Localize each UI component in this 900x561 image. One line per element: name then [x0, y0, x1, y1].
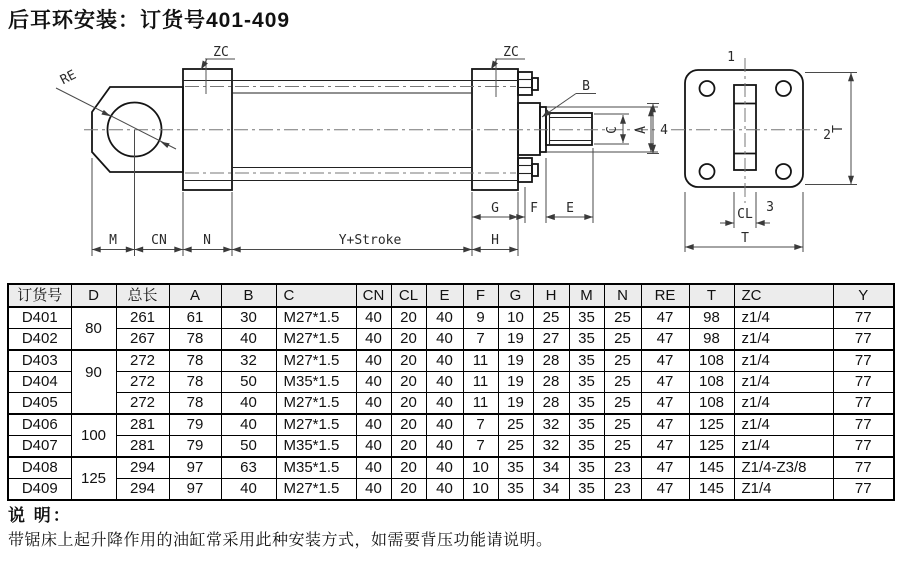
- spec-table-header: [8, 284, 894, 307]
- flange-view: [647, 50, 857, 252]
- column-header: CN: [356, 284, 391, 307]
- dim-label-re: RE: [58, 67, 79, 89]
- dim-label-a: A: [634, 126, 649, 134]
- value-cell: 108: [689, 350, 734, 372]
- value-cell: 47: [641, 307, 689, 329]
- column-header: D: [71, 284, 116, 307]
- value-cell: 11: [463, 350, 498, 372]
- bolt-hole-top-left: [700, 81, 715, 96]
- dimension-labels: [58, 45, 649, 248]
- tie-rod-nut-bottom-cap: [532, 164, 538, 176]
- value-cell: 20: [391, 329, 426, 351]
- spec-table-body: [8, 307, 894, 500]
- value-cell: 40: [221, 414, 276, 436]
- value-cell: 35: [569, 479, 604, 501]
- value-cell: 40: [356, 479, 391, 501]
- value-cell: 35: [569, 372, 604, 393]
- value-cell: 35: [498, 457, 533, 479]
- order-number-cell: D403: [8, 350, 71, 372]
- value-cell: 20: [391, 457, 426, 479]
- value-cell: 40: [221, 393, 276, 415]
- value-cell: 25: [533, 307, 569, 329]
- table-row: [8, 436, 894, 458]
- column-header: CL: [391, 284, 426, 307]
- side-view: [56, 45, 659, 256]
- dim-label-zc-rear: ZC: [213, 45, 229, 60]
- value-cell: 25: [604, 436, 641, 458]
- column-header: E: [426, 284, 463, 307]
- value-cell: 32: [533, 436, 569, 458]
- value-cell: 25: [604, 307, 641, 329]
- value-cell: 28: [533, 393, 569, 415]
- value-cell: 40: [426, 393, 463, 415]
- value-cell: 28: [533, 372, 569, 393]
- value-cell: 34: [533, 479, 569, 501]
- technical-drawing: [0, 0, 900, 280]
- column-header: Y: [833, 284, 894, 307]
- table-row: [8, 457, 894, 479]
- value-cell: 77: [833, 479, 894, 501]
- value-cell: 267: [116, 329, 169, 351]
- callout-2: 2: [823, 128, 831, 143]
- value-cell: Z1/4: [734, 479, 833, 501]
- value-cell: 40: [426, 457, 463, 479]
- value-cell: 61: [169, 307, 221, 329]
- value-cell: 77: [833, 372, 894, 393]
- value-cell: 20: [391, 350, 426, 372]
- value-cell: 35: [569, 350, 604, 372]
- order-number-cell: D407: [8, 436, 71, 458]
- value-cell: 78: [169, 329, 221, 351]
- column-header: RE: [641, 284, 689, 307]
- value-cell: 272: [116, 393, 169, 415]
- table-row: [8, 479, 894, 501]
- value-cell: 281: [116, 414, 169, 436]
- value-cell: 35: [569, 307, 604, 329]
- table-row: [8, 414, 894, 436]
- value-cell: 19: [498, 350, 533, 372]
- column-header: G: [498, 284, 533, 307]
- value-cell: 50: [221, 372, 276, 393]
- dim-label-cn: CN: [151, 233, 167, 248]
- value-cell: 34: [533, 457, 569, 479]
- order-number-cell: D406: [8, 414, 71, 436]
- table-row: [8, 372, 894, 393]
- value-cell: z1/4: [734, 307, 833, 329]
- callout-3: 3: [766, 200, 774, 215]
- value-cell: 125: [689, 414, 734, 436]
- port-center-ticks: [206, 58, 496, 97]
- bolt-hole-bottom-right: [776, 164, 791, 179]
- notes-heading: 说 明：: [8, 506, 72, 525]
- value-cell: M27*1.5: [276, 307, 356, 329]
- value-cell: 20: [391, 436, 426, 458]
- order-number-cell: D405: [8, 393, 71, 415]
- column-header: M: [569, 284, 604, 307]
- value-cell: 47: [641, 350, 689, 372]
- bore-diameter-cell: 100: [71, 414, 116, 457]
- value-cell: 25: [498, 436, 533, 458]
- value-cell: z1/4: [734, 414, 833, 436]
- order-number-cell: D402: [8, 329, 71, 351]
- value-cell: 23: [604, 479, 641, 501]
- value-cell: M27*1.5: [276, 479, 356, 501]
- column-header: 总长: [116, 284, 169, 307]
- value-cell: 40: [356, 372, 391, 393]
- value-cell: 11: [463, 393, 498, 415]
- value-cell: 10: [463, 457, 498, 479]
- center-lines: [84, 87, 659, 174]
- table-row: [8, 307, 894, 329]
- value-cell: 35: [569, 329, 604, 351]
- value-cell: 47: [641, 393, 689, 415]
- value-cell: 40: [356, 457, 391, 479]
- value-cell: 40: [426, 414, 463, 436]
- value-cell: 40: [221, 329, 276, 351]
- value-cell: 35: [569, 436, 604, 458]
- value-cell: 47: [641, 329, 689, 351]
- value-cell: 9: [463, 307, 498, 329]
- value-cell: 40: [356, 329, 391, 351]
- value-cell: 20: [391, 479, 426, 501]
- value-cell: 20: [391, 414, 426, 436]
- value-cell: M27*1.5: [276, 350, 356, 372]
- value-cell: M35*1.5: [276, 457, 356, 479]
- value-cell: 40: [356, 414, 391, 436]
- value-cell: 35: [498, 479, 533, 501]
- value-cell: 25: [604, 393, 641, 415]
- value-cell: 77: [833, 329, 894, 351]
- value-cell: 40: [356, 393, 391, 415]
- value-cell: 40: [426, 307, 463, 329]
- value-cell: 7: [463, 436, 498, 458]
- value-cell: 63: [221, 457, 276, 479]
- dim-label-t-bottom: T: [741, 231, 749, 246]
- value-cell: 20: [391, 393, 426, 415]
- value-cell: 19: [498, 372, 533, 393]
- dim-label-n: N: [203, 233, 211, 248]
- notes-body: 带锯床上起升降作用的油缸常采用此种安装方式，如需要背压功能请说明。: [8, 532, 553, 549]
- value-cell: 27: [533, 329, 569, 351]
- dim-label-h: H: [491, 233, 499, 248]
- column-header: C: [276, 284, 356, 307]
- value-cell: 47: [641, 457, 689, 479]
- value-cell: M35*1.5: [276, 372, 356, 393]
- value-cell: 79: [169, 436, 221, 458]
- bolt-hole-top-right: [776, 81, 791, 96]
- value-cell: 40: [426, 350, 463, 372]
- value-cell: 40: [356, 307, 391, 329]
- value-cell: 30: [221, 307, 276, 329]
- value-cell: 78: [169, 350, 221, 372]
- value-cell: 40: [426, 329, 463, 351]
- value-cell: 35: [569, 414, 604, 436]
- value-cell: 10: [498, 307, 533, 329]
- value-cell: 7: [463, 329, 498, 351]
- value-cell: 19: [498, 329, 533, 351]
- dim-label-m: M: [109, 233, 117, 248]
- value-cell: 77: [833, 414, 894, 436]
- value-cell: 145: [689, 479, 734, 501]
- tie-rod-nut-top-cap: [532, 78, 538, 90]
- value-cell: 261: [116, 307, 169, 329]
- value-cell: 28: [533, 350, 569, 372]
- value-cell: z1/4: [734, 329, 833, 351]
- value-cell: 98: [689, 329, 734, 351]
- callout-4: 4: [660, 123, 668, 138]
- value-cell: 98: [689, 307, 734, 329]
- value-cell: 40: [356, 436, 391, 458]
- dim-label-e: E: [566, 201, 574, 216]
- value-cell: 47: [641, 479, 689, 501]
- value-cell: 25: [498, 414, 533, 436]
- value-cell: 50: [221, 436, 276, 458]
- value-cell: 281: [116, 436, 169, 458]
- value-cell: 108: [689, 393, 734, 415]
- value-cell: 40: [426, 479, 463, 501]
- value-cell: 47: [641, 372, 689, 393]
- column-header: H: [533, 284, 569, 307]
- column-header: T: [689, 284, 734, 307]
- order-number-cell: D409: [8, 479, 71, 501]
- value-cell: z1/4: [734, 350, 833, 372]
- value-cell: 294: [116, 457, 169, 479]
- value-cell: 32: [533, 414, 569, 436]
- bore-diameter-cell: 125: [71, 457, 116, 500]
- value-cell: M27*1.5: [276, 414, 356, 436]
- value-cell: 294: [116, 479, 169, 501]
- order-number-cell: D404: [8, 372, 71, 393]
- spec-table-container: [7, 283, 895, 501]
- value-cell: 7: [463, 414, 498, 436]
- value-cell: 272: [116, 350, 169, 372]
- rod-gland: [518, 103, 540, 155]
- value-cell: M27*1.5: [276, 393, 356, 415]
- value-cell: 272: [116, 372, 169, 393]
- bore-diameter-cell: 80: [71, 307, 116, 350]
- value-cell: 10: [463, 479, 498, 501]
- value-cell: 25: [604, 350, 641, 372]
- table-row: [8, 329, 894, 351]
- value-cell: 77: [833, 350, 894, 372]
- re-dimension-line: [56, 88, 176, 149]
- tie-rod-nut-top: [518, 72, 532, 95]
- value-cell: 19: [498, 393, 533, 415]
- value-cell: 125: [689, 436, 734, 458]
- dim-label-cl: CL: [737, 207, 753, 222]
- bolt-hole-bottom-left: [700, 164, 715, 179]
- value-cell: 47: [641, 414, 689, 436]
- flange-dimension-lines: [647, 73, 857, 253]
- value-cell: M27*1.5: [276, 329, 356, 351]
- value-cell: 40: [221, 479, 276, 501]
- value-cell: 35: [569, 457, 604, 479]
- value-cell: z1/4: [734, 372, 833, 393]
- flange-labels: [660, 50, 846, 246]
- value-cell: 32: [221, 350, 276, 372]
- value-cell: 77: [833, 393, 894, 415]
- value-cell: 77: [833, 457, 894, 479]
- value-cell: 97: [169, 479, 221, 501]
- order-number-cell: D401: [8, 307, 71, 329]
- value-cell: 77: [833, 307, 894, 329]
- value-cell: 20: [391, 372, 426, 393]
- column-header: A: [169, 284, 221, 307]
- dim-label-zc-front: ZC: [503, 45, 519, 60]
- dim-label-y-stroke: Y+Stroke: [338, 233, 402, 248]
- value-cell: 145: [689, 457, 734, 479]
- column-header: ZC: [734, 284, 833, 307]
- page-title: 后耳环安装：订货号401-409: [8, 9, 291, 32]
- dim-label-c: C: [605, 126, 620, 134]
- value-cell: Z1/4-Z3/8: [734, 457, 833, 479]
- dim-label-g: G: [491, 201, 499, 216]
- tie-rod-nut-bottom: [518, 158, 532, 182]
- column-header: F: [463, 284, 498, 307]
- column-header: 订货号: [8, 284, 71, 307]
- value-cell: 78: [169, 372, 221, 393]
- column-header: B: [221, 284, 276, 307]
- dim-label-t-side: T: [831, 125, 846, 133]
- value-cell: 78: [169, 393, 221, 415]
- value-cell: 40: [426, 372, 463, 393]
- column-header: N: [604, 284, 641, 307]
- value-cell: 108: [689, 372, 734, 393]
- value-cell: M35*1.5: [276, 436, 356, 458]
- order-number-cell: D408: [8, 457, 71, 479]
- value-cell: 40: [426, 436, 463, 458]
- callout-1: 1: [727, 50, 735, 65]
- spec-table: [7, 283, 895, 501]
- dim-label-b: B: [582, 79, 590, 94]
- value-cell: z1/4: [734, 393, 833, 415]
- value-cell: z1/4: [734, 436, 833, 458]
- value-cell: 11: [463, 372, 498, 393]
- value-cell: 97: [169, 457, 221, 479]
- value-cell: 25: [604, 372, 641, 393]
- value-cell: 47: [641, 436, 689, 458]
- dim-label-f: F: [530, 201, 538, 216]
- table-row: [8, 393, 894, 415]
- value-cell: 79: [169, 414, 221, 436]
- value-cell: 25: [604, 329, 641, 351]
- dimension-lines: [56, 59, 658, 256]
- value-cell: 77: [833, 436, 894, 458]
- table-row: [8, 350, 894, 372]
- value-cell: 23: [604, 457, 641, 479]
- flange-outline: [685, 70, 803, 187]
- value-cell: 35: [569, 393, 604, 415]
- bore-diameter-cell: 90: [71, 350, 116, 414]
- value-cell: 20: [391, 307, 426, 329]
- value-cell: 40: [356, 350, 391, 372]
- value-cell: 25: [604, 414, 641, 436]
- flange-center-lines: [671, 58, 821, 203]
